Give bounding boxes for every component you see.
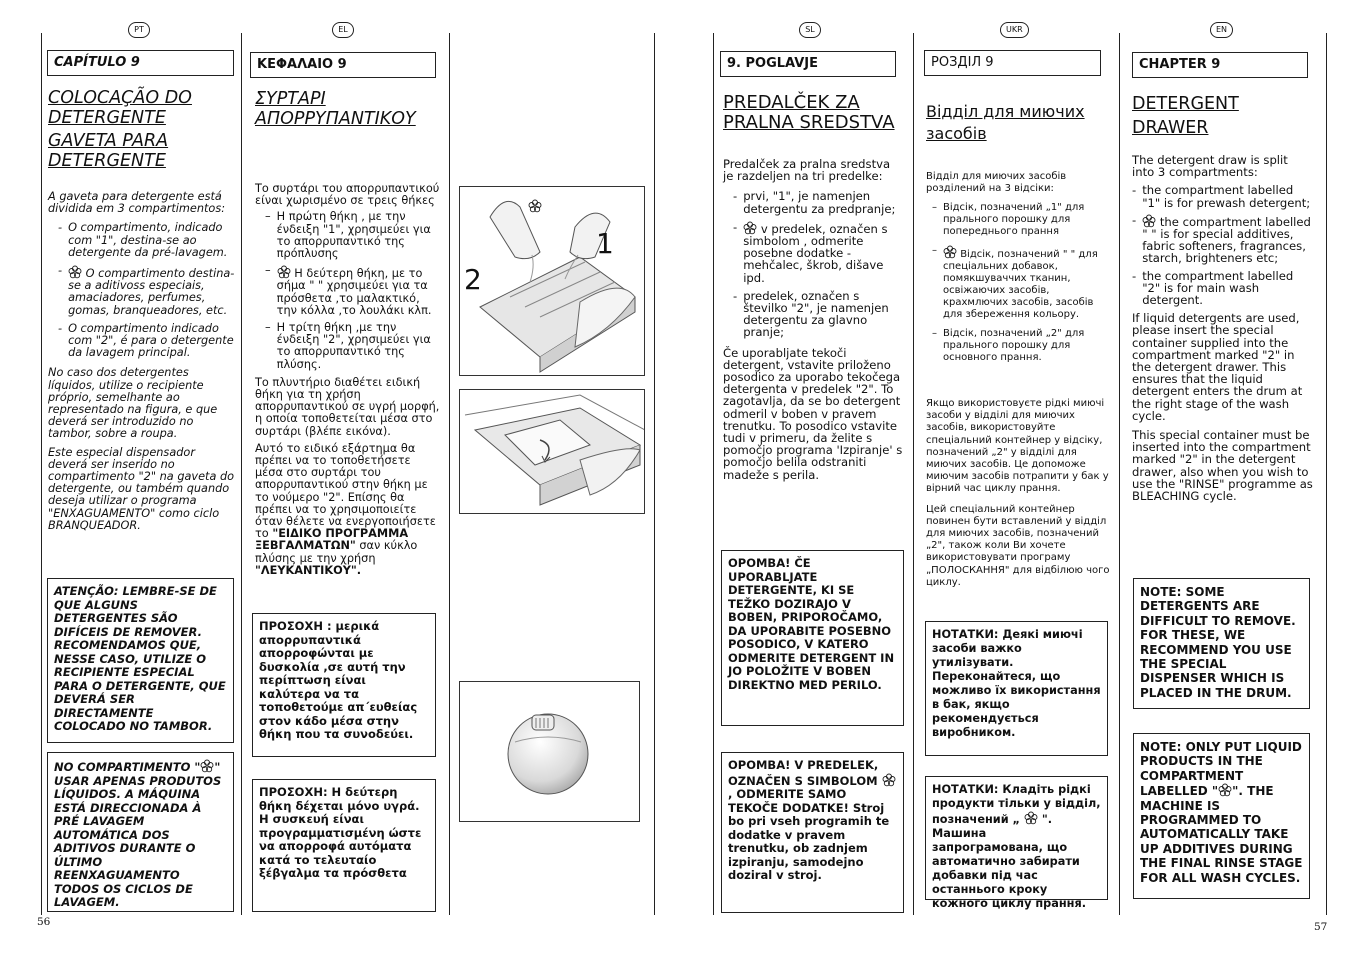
chapter-heading-ukr: РОЗДІЛ 9 [924, 50, 1101, 76]
list-item: – Відсік, позначений „1" для пральнoго порошку для попереднього прання [932, 202, 1085, 237]
liquid-dispenser-ball-illustration [459, 681, 640, 822]
chapter-heading-en: CHAPTER 9 [1132, 52, 1308, 78]
section-subtitle: GAVETA PARA DETERGENTE [48, 131, 169, 171]
warning-note-el: ΠΡΟΣΟΧΗ : μερικά απορρυπαντικά απορροφώνται με δυσκολία ,σε αυτή την περίπτωση είναι καλύτερα να τα τοποθετούμε απ΄ευθείας στον κάδο μέσα στην θήκη που τα συνοδεύει. [252, 613, 436, 757]
list-item: - the compartment labelled " " is for special additives, fabric softeners, fragrances, starch, brighteners etc; [1132, 212, 1311, 266]
en-column [1132, 92, 1313, 502]
intro-text: Predalček za pralna sredstva je razdeljen na tri predelke: [723, 157, 891, 184]
section-title: COLOCAÇÃO DO DETERGENTE [48, 88, 192, 128]
list-item: - O compartimento indicado com "2", é para o detergente da lavagem principal. [58, 321, 234, 360]
language-badge-ukr: UKR [1000, 22, 1029, 38]
flower-symbol-icon [68, 265, 82, 279]
language-badge-en: EN [1210, 22, 1233, 38]
flower-symbol-icon [1024, 811, 1038, 825]
pt-column [48, 89, 236, 532]
list-item: - O compartimento, indicado com "1", destina-se ao detergente da pré-lavagem. [58, 221, 228, 259]
warning-note-el-liquids: ΠΡΟΣΟΧΗ: Η δεύτερη θήκη δέχεται μόνο υγρά. Η συσκευή είναι προγραμματισμένη ώστε να απορροφά αυτόματα κατά το τελευταίο ξέβγαλμα τα πρόσθετα [252, 779, 436, 912]
section-title: PREDALČEK ZA PRALNA SREDSTVA [723, 92, 895, 133]
list-item: - O compartimento destina-se a aditivoss especiais, amaciadores, perfumes, gomas, branqueadores, etc. [58, 264, 235, 317]
paragraph: Αυτό το ειδικό εξάρτημα θα πρέπει να το τοποθετήσετε μέσα στο συρτάρι του απορρυπαντικού στην θήκη με το νούμερο "2". Επίσης θα πρέπει να το χρησιμοποιείτε όταν θέλετε να ενεργοποιήσετε το "ΕΙΔΙΚΟ ΠΡΟΓΡΑΜΜΑ ΞΕΒΓΑΛΜΑΤΩΝ" σαν κύκλο πλύσης με την χρήση "ΛΕΥΚΑΝΤΙΚΟΥ". [255, 441, 436, 577]
intro-text: Відділ для миючих засобів розділений на 3 відсіки: [926, 171, 1067, 194]
flower-symbol-icon [882, 773, 896, 787]
ukr-column [926, 101, 1110, 589]
list-item: – Відсік, позначений " " для спеціальних добавок, помякшуваччих тканин, освіжаючих засобів, крахмлючих засобів, засобів для збереження кольору. [932, 245, 1098, 320]
warning-note-sl-liquids: OPOMBA! V PREDELEK, OZNAČEN S SIMBOLOM , ODMERITE SAMO TEKOČE DODATKE! Stroj bo pri vseh programih te dodatke v pravem trenutku, ob zadnjem izpiranju, samodejno doziral v stroj. [721, 752, 904, 913]
flower-symbol-icon [943, 245, 957, 259]
column-divider [913, 33, 914, 915]
page-number-right: 57 [1314, 921, 1328, 933]
list-item: – Η πρώτη θήκη , με την ένδειξη "1", χρησιμεύει για το απορρυπαντικό της πρόπλυσης [265, 210, 431, 261]
flower-symbol-icon [743, 221, 757, 235]
flower-symbol-icon [1142, 214, 1156, 228]
chapter-heading-sl: 9. POGLAVJE [720, 51, 896, 77]
warning-note-en: NOTE: SOME DETERGENTS ARE DIFFICULT TO REMOVE. FOR THESE, WE RECOMMEND YOU USE THE SPECIAL DISPENSER WHICH IS PLACED IN THE DRUM. [1133, 578, 1310, 709]
column-divider [1119, 33, 1120, 915]
el-column [255, 90, 441, 577]
intro-text: A gaveta para detergente está dividida em 3 compartimentos: [48, 190, 226, 216]
liquid-container-in-drawer-illustration [459, 389, 645, 514]
column-divider [449, 33, 450, 915]
warning-note-ukr: НОТАТКИ: Деякі миючі засоби важко утилізувати. Переконайтеся, що можливо їх використання в бак, якщо рекомендується виробником. [925, 621, 1108, 756]
list-item: - the compartment labelled "1" is for prewash detergent; [1132, 183, 1311, 210]
flower-symbol-icon [277, 265, 291, 279]
intro-text: Το συρτάρι του απορρυπαντικού είναι χωρισμένο σε τρεις θήκες [255, 182, 440, 208]
column-divider [41, 33, 42, 915]
section-title: DETERGENT DRAWER [1132, 94, 1239, 138]
list-item: – Η τρίτη θήκη ,με την ένδειξη "2", χρησιμεύει για το απορρυπαντικό της πλύσης. [265, 321, 431, 371]
warning-note-en-liquids: NOTE: ONLY PUT LIQUID PRODUCTS IN THE COMPARTMENT LABELLED " ". THE MACHINE IS PROGRAMMED TO AUTOMATICALLY TAKE UP ADDITIVES DURING THE FINAL RINSE STAGE FOR ALL WASH CYCLES. [1133, 733, 1310, 899]
intro-text: The detergent draw is split into 3 compartments: [1132, 153, 1288, 180]
warning-note-sl: OPOMBA! ČE UPORABLJATE DETERGENTE, KI SE TEŽKO DOZIRAJO V BOBEN, PRIPOROČAMO, DA UPORABITE POSEBNO POSODICO, V KATERO ODMERITE DETERGENT IN JO POLOŽITE V BOBEN DIREKTNO MED PERILO. [721, 550, 904, 726]
column-divider [241, 33, 242, 915]
column-divider [654, 33, 655, 915]
sl-column [723, 93, 903, 481]
list-item: – Η δεύτερη θήκη, με το σήμα " " χρησιμεύει για τα πρόσθετα ,το μαλακτικό, την κόλλα ,το λουλάκι κλπ. [265, 264, 432, 317]
language-badge-sl: SL [799, 22, 821, 38]
paragraph: Če uporabljate tekoči detergent, vstavite priloženo posodico za uporabo tekočega detergenta v predelek "2". To zagotavlja, da se bo detergent odmeril v boben v pravem trenutku. To posodico vstavite tudi v primeru, da želite s pomočjo programa 'Izpiranje' s pomočjo belila odstraniti madeže s perila. [723, 345, 903, 482]
paragraph: If liquid detergents are used, please insert the special container supplied into the compartment marked "2" in the detergent drawer. This ensures that the liquid detergent enters the drum at the right stage of the wash cycle. [1132, 311, 1303, 423]
column-divider [1326, 33, 1327, 915]
section-title: Відділ для миючих засобів [926, 102, 1085, 143]
flower-symbol-icon [200, 759, 214, 773]
warning-note-pt: ATENÇÃO: LEMBRE-SE DE QUE ALGUNS DETERGENTES SÃO DIFÍCEIS DE REMOVER. RECOMENDAMOS QUE, NESSE CASO, UTILIZE O RECIPIENTE ESPECIAL PARA O DETERGENTE, QUE DEVERÁ SER DIRECTAMENTE COLOCADO NO TAMBOR. [47, 578, 234, 743]
flower-symbol-icon [1218, 783, 1232, 797]
drawer-pouring-illustration [459, 186, 645, 376]
language-badge-pt: PT [128, 22, 150, 38]
chapter-heading-el: ΚΕΦΑΛΑΙΟ 9 [250, 52, 436, 78]
list-item: – Відсік, позначений „2" для пральнoго порошку для основного прання. [932, 328, 1085, 363]
paragraph: No caso dos detergentes líquidos, utilize o recipiente próprio, semelhante ao representado na figura, e que deverá ser introduzido no tambor, sobre a roupa. [48, 366, 218, 441]
list-item: - v predelek, označen s simbolom , odmerite posebne dodatke - mehčalec, škrob, dišave ipd. [733, 219, 888, 285]
compartment-2-label: 2 [464, 263, 482, 296]
column-divider [713, 33, 714, 915]
page-number-left: 56 [37, 916, 51, 928]
warning-note-ukr-liquids: НОТАТКИ: Кладіть рідкі продукти тільки у відділ, позначений „ ". Машина запрограмована, що автоматично забирати добавки під час останнього кроку кожного циклу прання. [925, 776, 1108, 900]
section-title: ΣΥΡΤΑΡΙ ΑΠΟΡΡΥΠΑΝΤΙΚΟΥ [255, 89, 416, 129]
list-item: - predelek, označen s številko "2", je namenjen detergentu za glavno pranje; [733, 288, 889, 340]
warning-note-pt-liquids: NO COMPARTIMENTO " " USAR APENAS PRODUTOS LÍQUIDOS. A MÁQUINA ESTÁ DIRECCIONADA À PRÉ LAVAGEM AUTOMÁTICA DOS ADITIVOS DURANTE O ÚLTIMO REENXAGUAMENTO TODOS OS CICLOS DE LAVAGEM. [47, 752, 234, 912]
language-badge-el: EL [332, 22, 354, 38]
chapter-heading-pt: CAPÍTULO 9 [47, 50, 234, 76]
paragraph: Este especial dispensador deverá ser inserido no compartimento "2" na gaveta do detergente, ou também quando deseja utilizar o programa "ENXAGUAMENTO" como ciclo BRANQUEADOR. [48, 445, 235, 532]
paragraph: Якщо використовуєте рідкі миючі засоби у відділі для миючих засобів, використовуйте спеціальний контейнер у відсіку, позначений „2" у відділі для миючих засобів. Це допоможе миючим засобів потрапити у бак у вірний час циклу прання. [926, 398, 1109, 495]
compartment-1-label: 1 [596, 227, 614, 260]
list-item: - the compartment labelled "2" is for main wash detergent. [1132, 268, 1294, 308]
paragraph: Цей спеціальний контейнер повинен бути вставлений у відділ для миючих засобів, позначений „2", також коли Ви хочете використовувати програму „ПОЛОСКАННЯ" для відбілюю чого циклу. [926, 503, 1110, 588]
paragraph: Το πλυντήριο διαθέτει ειδική θήκη για τη χρήση απορρυπαντικού σε υγρή μορφή, η οποία τοποθετείται μέσα στο συρτάρι (βλέπε εικόνα). [255, 375, 440, 438]
paragraph: This special container must be inserted into the compartment marked "2" in the detergent drawer, also when you wish to use the "RINSE" programme as BLEACHING cycle. [1132, 428, 1313, 504]
list-item: - prvi, "1", je namenjen detergentu za predpranje; [733, 189, 896, 216]
